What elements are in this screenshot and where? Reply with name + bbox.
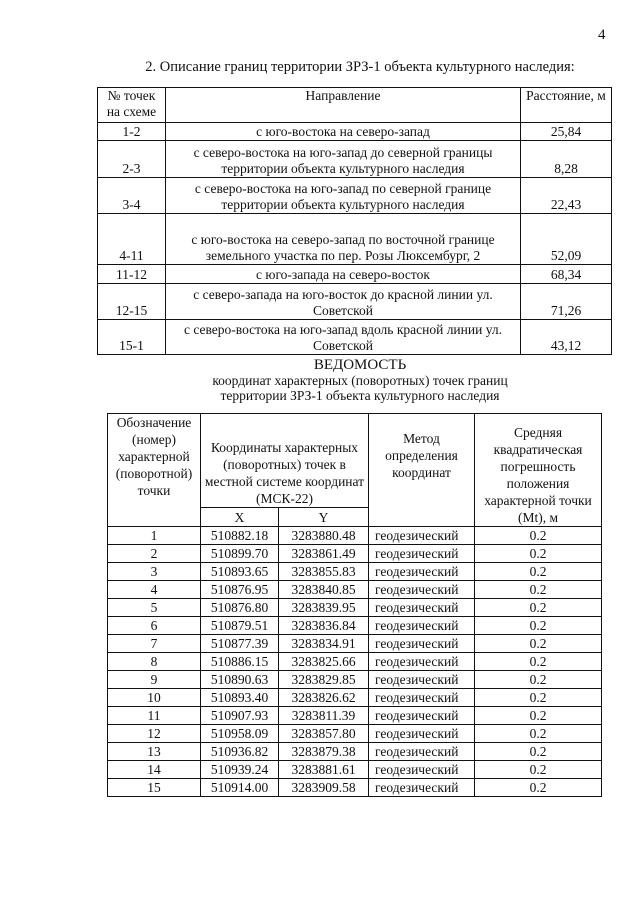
header-points: № точек на схеме (98, 88, 166, 123)
row-points: 2-3 (98, 141, 166, 178)
row-points: 1-2 (98, 123, 166, 141)
cell-y: 3283811.39 (279, 707, 369, 725)
cell-method: геодезический (369, 617, 475, 635)
cell-x: 510907.93 (201, 707, 279, 725)
cell-mt: 0.2 (475, 743, 602, 761)
row-distance: 71,26 (521, 284, 612, 320)
cell-method: геодезический (369, 743, 475, 761)
cell-point-number: 15 (108, 779, 201, 797)
cell-mt: 0.2 (475, 617, 602, 635)
cell-y: 3283836.84 (279, 617, 369, 635)
table-row (108, 563, 602, 581)
row-distance: 25,84 (521, 123, 612, 141)
cell-y: 3283857.80 (279, 725, 369, 743)
cell-x: 510899.70 (201, 545, 279, 563)
cell-method: геодезический (369, 707, 475, 725)
cell-mt: 0.2 (475, 599, 602, 617)
cell-point-number: 11 (108, 707, 201, 725)
row-direction: с северо-востока на юго-запад вдоль красной линии ул. Советской (166, 320, 521, 355)
cell-point-number: 5 (108, 599, 201, 617)
row-direction: с юго-востока на северо-запад по восточной границе земельного участка по пер. Розы Люксембург, 2 (166, 214, 521, 265)
cell-x: 510893.40 (201, 689, 279, 707)
header-coordinates: Координаты характерных (поворотных) точек в местной системе координат (МСК-22) (201, 414, 369, 508)
cell-mt: 0.2 (475, 563, 602, 581)
row-direction: с северо-востока на юго-запад по северной границе территории объекта культурного наследия (166, 178, 521, 214)
cell-point-number: 7 (108, 635, 201, 653)
table-row (108, 779, 602, 797)
cell-y: 3283879.38 (279, 743, 369, 761)
cell-y: 3283881.61 (279, 761, 369, 779)
table-row (108, 581, 602, 599)
header-method: Метод определения координат (369, 414, 475, 527)
cell-point-number: 9 (108, 671, 201, 689)
cell-mt: 0.2 (475, 779, 602, 797)
cell-y: 3283825.66 (279, 653, 369, 671)
cell-mt: 0.2 (475, 725, 602, 743)
cell-x: 510890.63 (201, 671, 279, 689)
cell-mt: 0.2 (475, 527, 602, 545)
table-row (108, 635, 602, 653)
cell-point-number: 8 (108, 653, 201, 671)
cell-mt: 0.2 (475, 689, 602, 707)
cell-y: 3283839.95 (279, 599, 369, 617)
header-designation: Обозначение (номер) характерной (поворотной) точки (108, 414, 201, 527)
cell-y: 3283909.58 (279, 779, 369, 797)
table-header-row (98, 88, 612, 123)
row-distance: 68,34 (521, 265, 612, 284)
cell-point-number: 12 (108, 725, 201, 743)
cell-point-number: 4 (108, 581, 201, 599)
table-row (108, 599, 602, 617)
cell-x: 510939.24 (201, 761, 279, 779)
cell-mt: 0.2 (475, 671, 602, 689)
header-direction: Направление (166, 88, 521, 123)
cell-x: 510958.09 (201, 725, 279, 743)
cell-method: геодезический (369, 581, 475, 599)
cell-y: 3283826.62 (279, 689, 369, 707)
cell-point-number: 13 (108, 743, 201, 761)
table-row (98, 265, 612, 284)
cell-method: геодезический (369, 563, 475, 581)
row-distance: 43,12 (521, 320, 612, 355)
cell-x: 510879.51 (201, 617, 279, 635)
table-row (108, 527, 602, 545)
statement-line-2: территории ЗРЗ-1 объекта культурного наследия (220, 388, 500, 403)
cell-y: 3283855.83 (279, 563, 369, 581)
table-row (108, 689, 602, 707)
cell-method: геодезический (369, 635, 475, 653)
table-row (98, 284, 612, 320)
row-direction: с юго-востока на северо-запад (166, 123, 521, 141)
cell-y: 3283861.49 (279, 545, 369, 563)
cell-x: 510914.00 (201, 779, 279, 797)
table-row (108, 707, 602, 725)
boundary-table (97, 87, 612, 355)
cell-mt: 0.2 (475, 581, 602, 599)
statement-line-1: координат характерных (поворотных) точек границ (212, 373, 508, 388)
cell-mt: 0.2 (475, 707, 602, 725)
row-points: 4-11 (98, 214, 166, 265)
table-row (108, 653, 602, 671)
table-row (108, 725, 602, 743)
cell-x: 510882.18 (201, 527, 279, 545)
row-direction: с северо-запада на юго-восток до красной линии ул. Советской (166, 284, 521, 320)
table-row (98, 320, 612, 355)
header-distance: Расстояние, м (521, 88, 612, 123)
table-row (108, 545, 602, 563)
cell-method: геодезический (369, 725, 475, 743)
cell-y: 3283834.91 (279, 635, 369, 653)
row-points: 12-15 (98, 284, 166, 320)
coordinates-table (107, 413, 602, 797)
cell-y: 3283829.85 (279, 671, 369, 689)
row-direction: с северо-востока на юго-запад до северной границы территории объекта культурного наследия (166, 141, 521, 178)
cell-method: геодезический (369, 779, 475, 797)
page-number: 4 (598, 27, 606, 43)
row-points: 15-1 (98, 320, 166, 355)
row-distance: 8,28 (521, 141, 612, 178)
header-error: Средняя квадратическая погрешность положения характерной точки (Mt), м (475, 414, 602, 527)
row-direction: с юго-запада на северо-восток (166, 265, 521, 284)
table-row (98, 214, 612, 265)
row-distance: 52,09 (521, 214, 612, 265)
cell-x: 510893.65 (201, 563, 279, 581)
header-x: X (201, 508, 279, 527)
table-row (98, 123, 612, 141)
cell-mt: 0.2 (475, 761, 602, 779)
section-title: 2. Описание границ территории ЗРЗ-1 объекта культурного наследия: (145, 59, 575, 75)
cell-point-number: 10 (108, 689, 201, 707)
cell-method: геодезический (369, 599, 475, 617)
cell-point-number: 14 (108, 761, 201, 779)
cell-method: геодезический (369, 671, 475, 689)
table-row (98, 178, 612, 214)
table-row (98, 141, 612, 178)
cell-x: 510886.15 (201, 653, 279, 671)
cell-method: геодезический (369, 761, 475, 779)
table-header-row (108, 414, 602, 508)
row-distance: 22,43 (521, 178, 612, 214)
cell-point-number: 2 (108, 545, 201, 563)
cell-x: 510876.80 (201, 599, 279, 617)
table-row (108, 617, 602, 635)
cell-point-number: 1 (108, 527, 201, 545)
table-row (108, 743, 602, 761)
statement-heading: ВЕДОМОСТЬ (313, 357, 407, 373)
cell-method: геодезический (369, 653, 475, 671)
cell-method: геодезический (369, 689, 475, 707)
row-points: 11-12 (98, 265, 166, 284)
cell-method: геодезический (369, 527, 475, 545)
row-points: 3-4 (98, 178, 166, 214)
cell-x: 510877.39 (201, 635, 279, 653)
cell-y: 3283880.48 (279, 527, 369, 545)
table-row (108, 671, 602, 689)
cell-mt: 0.2 (475, 635, 602, 653)
cell-point-number: 3 (108, 563, 201, 581)
cell-y: 3283840.85 (279, 581, 369, 599)
cell-x: 510936.82 (201, 743, 279, 761)
statement-heading-block (100, 358, 620, 403)
cell-method: геодезический (369, 545, 475, 563)
table-row (108, 761, 602, 779)
cell-mt: 0.2 (475, 545, 602, 563)
header-y: Y (279, 508, 369, 527)
cell-x: 510876.95 (201, 581, 279, 599)
cell-point-number: 6 (108, 617, 201, 635)
cell-mt: 0.2 (475, 653, 602, 671)
